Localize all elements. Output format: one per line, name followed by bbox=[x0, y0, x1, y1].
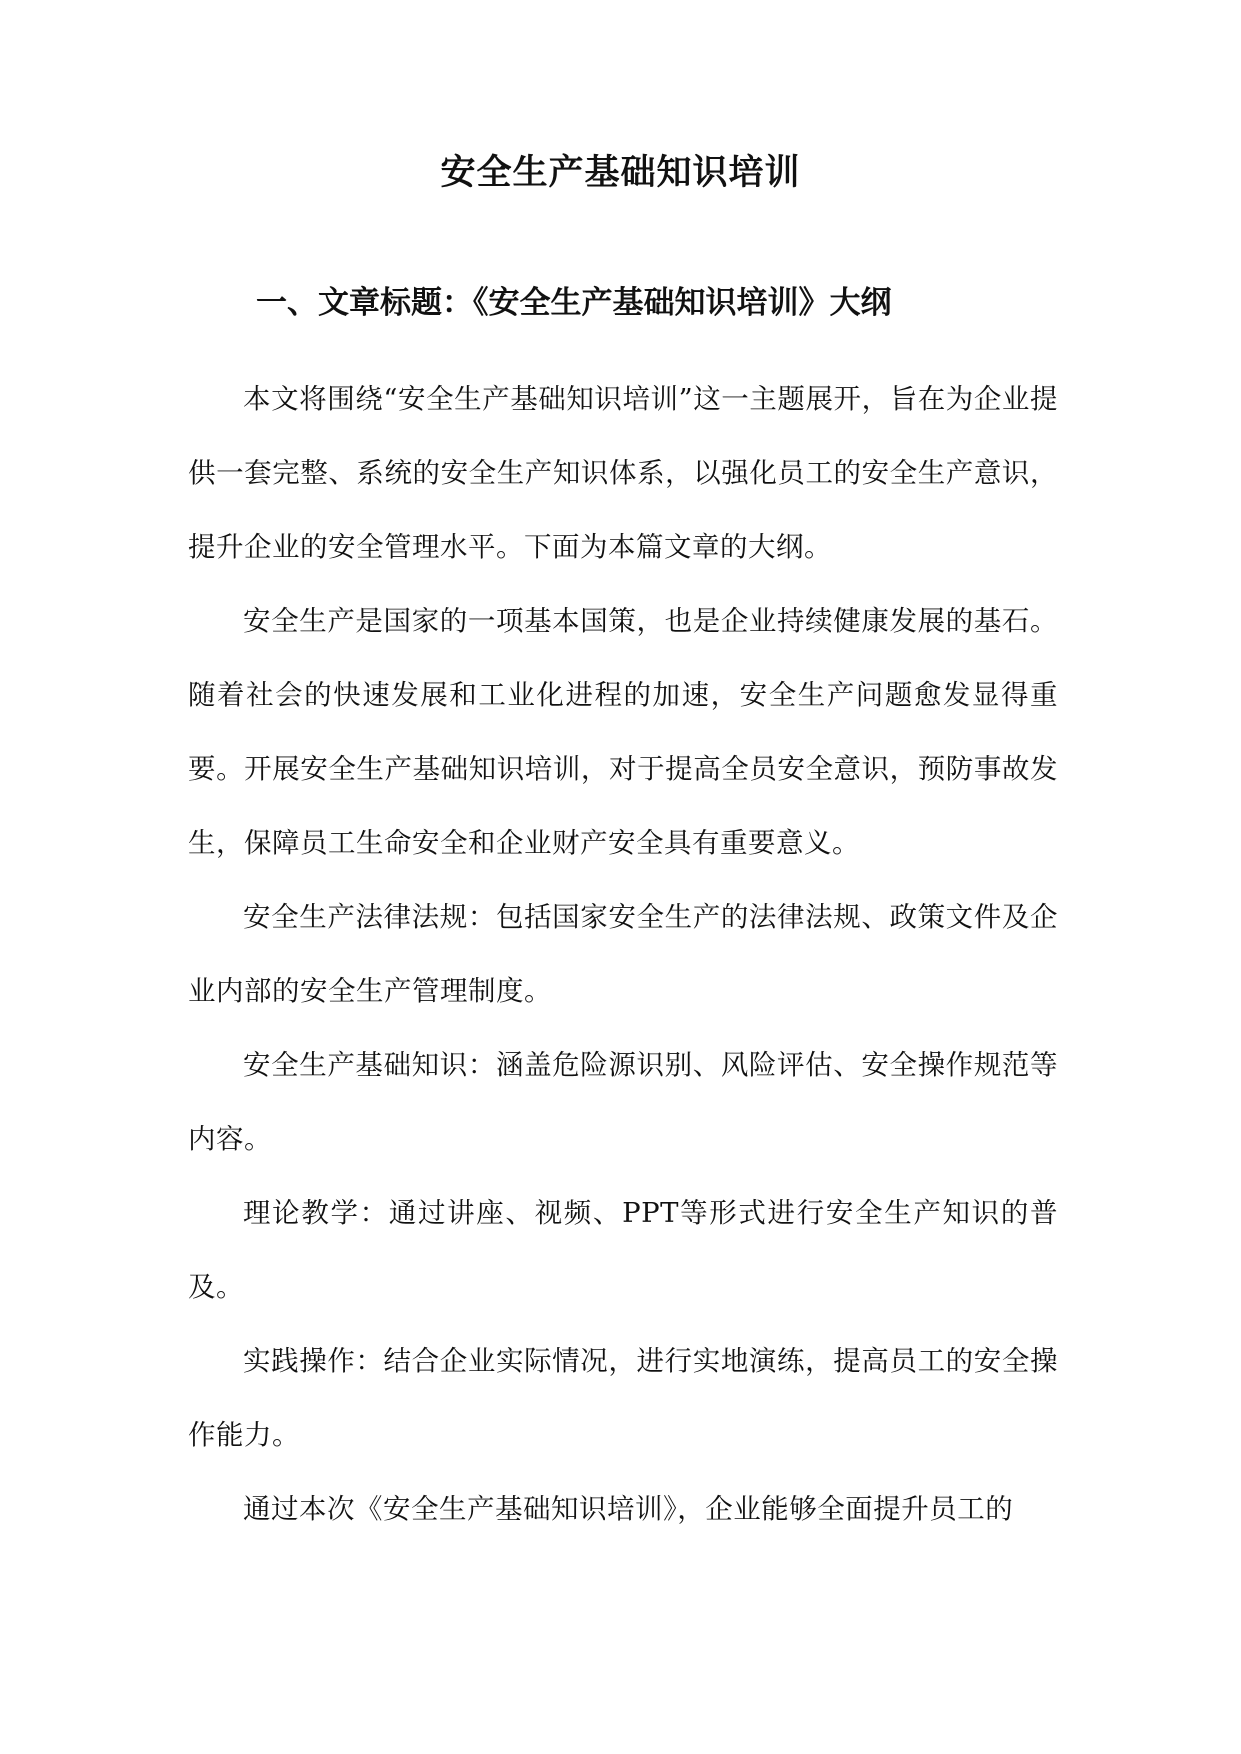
paragraph-intro: 本文将围绕“安全生产基础知识培训”这一主题展开，旨在为企业提供一套完整、系统的安全生产知识体系，以强化员工的安全生产意识，提升企业的安全管理水平。下面为本篇文章的大纲。 bbox=[188, 383, 1058, 563]
paragraph-background: 安全生产是国家的一项基本国策，也是企业持续健康发展的基石。随着社会的快速发展和工业化进程的加速，安全生产问题愈发显得重要。开展安全生产基础知识培训，对于提高全员安全意识，预防事故发生，保障员工生命安全和企业财产安全具有重要意义。 bbox=[188, 605, 1058, 859]
paragraph-basics: 安全生产基础知识：涵盖危险源识别、风险评估、安全操作规范等内容。 bbox=[188, 1049, 1058, 1155]
section-heading: 一、文章标题：《安全生产基础知识培训》大纲 bbox=[256, 285, 892, 321]
paragraph-conclusion: 通过本次《安全生产基础知识培训》，企业能够全面提升员工的 bbox=[243, 1493, 1014, 1525]
document-body bbox=[188, 362, 1058, 1546]
paragraph-theory: 理论教学：通过讲座、视频、PPT等形式进行安全生产知识的普及。 bbox=[188, 1197, 1058, 1303]
paragraph-laws: 安全生产法律法规：包括国家安全生产的法律法规、政策文件及企业内部的安全生产管理制度。 bbox=[188, 901, 1058, 1007]
document-title: 安全生产基础知识培训 bbox=[440, 153, 801, 193]
paragraph-practice: 实践操作：结合企业实际情况，进行实地演练，提高员工的安全操作能力。 bbox=[188, 1345, 1058, 1451]
